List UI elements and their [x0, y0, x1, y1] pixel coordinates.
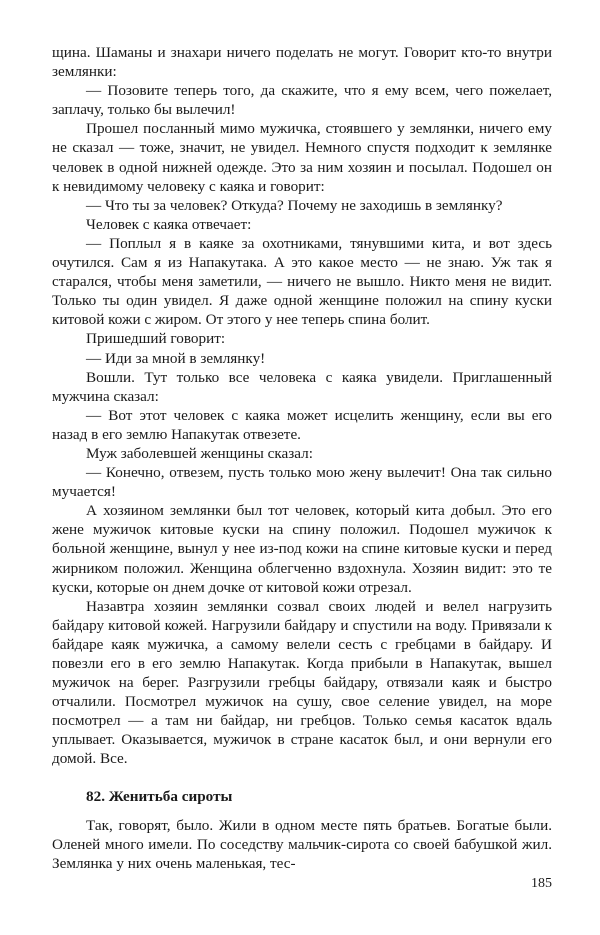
paragraph: А хозяином землянки был тот человек, который кита добыл. Это его жене мужичок китовые куски на спину положил. Подошел мужичок к больной женщине, вынул у нее из-под кожи на спине китовые куски и перед жирником положил. Женщина облегченно вздохнула. Хозяин видит: это те куски, которые он днем дочке от китовой кожи отрезал.: [52, 502, 552, 596]
paragraph: Прошел посланный мимо мужичка, стоявшего у землянки, ничего ему не сказал — тоже, значит, не увидел. Немного спустя подходит к землянке человек в одной нижней одежде. Это за ним хозяин и посылал. Подошел он к невидимому человеку с каяка и говорит:: [52, 120, 552, 195]
paragraph: — Что ты за человек? Откуда? Почему не заходишь в землянку?: [86, 196, 503, 214]
paragraph: щина. Шаманы и знахари ничего поделать не могут. Говорит кто-то внутри землянки:: [52, 44, 552, 81]
chapter-heading: 82. Женитьба сироты: [86, 787, 233, 805]
paragraph: Человек с каяка отвечает:: [86, 215, 252, 233]
paragraph: — Поплыл я в каяке за охотниками, тянувшими кита, и вот здесь очутился. Сам я из Напакутака. А это какое место — не знаю. Уж так я старался, чтобы меня заметили, — ничего не вышло. Никто меня не видит. Только ты один увидел. Я даже одной женщине положил на спину куски китовой кожи с жиром. От этого у нее теперь спина болит.: [52, 234, 552, 329]
page-number: 185: [531, 876, 552, 891]
paragraph: — Вот этот человек с каяка может исцелить женщину, если вы его назад в его землю Напакутак отвезете.: [52, 406, 552, 443]
paragraph: Муж заболевшей женщины сказал:: [86, 444, 313, 462]
paragraph: Вошли. Тут только все человека с каяка увидели. Приглашенный мужчина сказал:: [52, 368, 552, 405]
paragraph: Так, говорят, было. Жили в одном месте пять братьев. Богатые были. Оленей много имели. По соседству мальчик-сирота со своей бабушкой жил. Землянка у них очень маленькая, тес-: [52, 816, 552, 872]
paragraph: Назавтра хозяин землянки созвал своих людей и велел нагрузить байдару китовой кожей. Нагрузили байдару и спустили на воду. Привязали к байдаре каяк мужичка, а самому велели сесть с гребцами в байдару. И повезли его в его землю Напакутак. Когда прибыли в Напакутак, вышел мужичок на берег. Разгрузили гребцы байдару, отвязали каяк и быстро отчалили. Посмотрел мужичок на сушу, свое селение увидел, на море посмотрел — а там ни байдар, ни гребцов. Только семья касаток вдаль уплывает. Оказывается, мужичок в стране касаток был, и они вернули его домой. Все.: [52, 597, 552, 768]
paragraph: Пришедший говорит:: [86, 330, 226, 348]
paragraph: — Конечно, отвезем, пусть только мою жену вылечит! Она так сильно мучается!: [52, 464, 552, 501]
paragraph: — Позовите теперь того, да скажите, что я ему всем, чего пожелает, заплачу, только бы вылечил!: [52, 82, 552, 119]
paragraph: — Иди за мной в землянку!: [86, 349, 266, 367]
page-text: [52, 43, 552, 873]
